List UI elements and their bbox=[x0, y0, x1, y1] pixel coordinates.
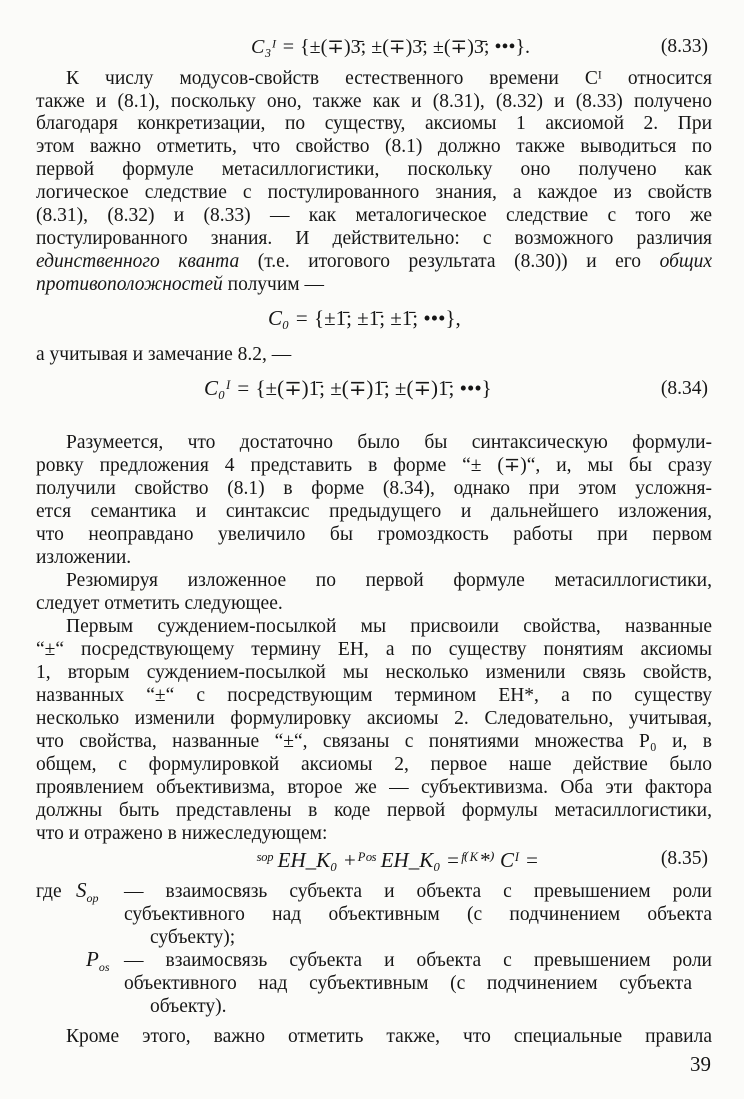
text-line: следует отметить следующее. bbox=[36, 593, 283, 614]
text-line: Резюмируя изложенное по первой формуле метасиллогистики, bbox=[66, 570, 712, 591]
text-line: общем, с формулировкой аксиомы 2, первое наше действие было bbox=[36, 754, 712, 775]
text-line: ется семантика и синтаксис предыдущего и дальнейшего изложения, bbox=[36, 501, 712, 522]
text-line: несколько изменили формулировку аксиомы 2. Следовательно, учитывая, bbox=[36, 708, 712, 729]
text-span: (т.е. итогового результата (8.30)) и его bbox=[239, 251, 660, 272]
emphasis: единственного кванта bbox=[36, 251, 240, 272]
text-line bbox=[36, 274, 712, 296]
definition-line: субъекту); bbox=[150, 927, 236, 948]
definition-line: — взаимосвязь субъекта и объекта с превышением роли bbox=[124, 950, 712, 971]
text-line bbox=[36, 251, 712, 273]
formula-8-33 bbox=[251, 34, 530, 59]
text-line: (8.31), (8.32) и (8.33) — как металогическое следствие с того же bbox=[36, 205, 712, 226]
text-line: а учитывая и замечание 8.2, — bbox=[36, 344, 292, 365]
emphasis: общих bbox=[659, 251, 713, 272]
definition-line: — взаимосвязь субъекта и объекта с превышением роли bbox=[124, 881, 712, 902]
symbol: S bbox=[76, 878, 87, 902]
symbol: P bbox=[86, 947, 99, 971]
symbol-subscript: op bbox=[86, 890, 99, 905]
formula-c0 bbox=[268, 306, 461, 331]
page-number: 39 bbox=[690, 1052, 711, 1076]
formula-body: {±1̄; ±1̄; ±1̄; •••}, bbox=[313, 306, 461, 330]
text-line: проявлением объективизма, второе же — субъективизма. Оба эти фактора bbox=[36, 777, 712, 798]
text-line: ровку предложения 4 представить в форме “± (∓)“, и, мы бы сразу bbox=[36, 455, 712, 476]
formula-lhs: C₃ᴵ = bbox=[251, 36, 296, 58]
text-line: логическое следствие с постулированного знания, а каждое из свойств bbox=[36, 182, 712, 203]
text-line: 1, вторым суждением-посылкой мы несколько изменили связь свойств, bbox=[36, 662, 712, 683]
symbol-pos bbox=[86, 948, 110, 978]
definition-line: субъективного над объективным (с подчинением объекта bbox=[124, 904, 712, 925]
formula-lhs: C₀ᴵ = bbox=[204, 376, 251, 400]
definition-line: объекту). bbox=[150, 996, 227, 1017]
where-label: где bbox=[36, 881, 62, 902]
text-line: благодаря конкретизации, по существу, аксиомы 1 аксиомой 2. При bbox=[36, 113, 712, 134]
formula-8-35: ˢᵒᵖ EH_K₀ +ᴾᵒˢ EH_K₀ =ᶠ⁽ᴷ*⁾ Cᴵ = bbox=[256, 848, 539, 872]
symbol-subscript: os bbox=[98, 959, 110, 974]
text-line: Кроме этого, важно отметить также, что специальные правила bbox=[66, 1026, 712, 1047]
equation-number: (8.35) bbox=[660, 848, 708, 869]
text-line: первой формуле метасиллогистики, поскольку оно получено как bbox=[36, 159, 712, 180]
text-line: постулированного знания. И действительно: с возможного различия bbox=[36, 228, 712, 249]
text-line: Первым суждением-посылкой мы присвоили свойства, названные bbox=[66, 616, 712, 637]
emphasis: противоположностей bbox=[36, 274, 223, 295]
text-line: что и отражено в нижеследующем: bbox=[36, 823, 328, 844]
text-line: изложении. bbox=[36, 547, 132, 568]
formula-body: {±(∓)3̄; ±(∓)3̄; ±(∓)3̄; •••}. bbox=[300, 36, 531, 58]
formula-lhs: C₀ = bbox=[268, 306, 309, 330]
text-span: получим — bbox=[222, 274, 325, 295]
text-line: Разумеется, что достаточно было бы синтаксическую формули- bbox=[66, 432, 712, 453]
text-line: “±“ посредствующему термину ЕН, а по существу понятиям аксиомы bbox=[36, 639, 712, 660]
definition-line: объективного над субъективным (с подчинением субъекта bbox=[124, 973, 692, 994]
text-line: получили свойство (8.1) в форме (8.34), однако при этом усложня- bbox=[36, 478, 712, 499]
text-line: К числу модусов-свойств естественного времени Cᴵ относится bbox=[66, 68, 712, 89]
text-line: что неоправдано увеличило бы громоздкость работы при первом bbox=[36, 524, 712, 545]
equation-number: (8.33) bbox=[660, 36, 708, 57]
formula-8-34 bbox=[204, 376, 492, 401]
text-line: этом важно отметить, что свойство (8.1) должно также выводиться по bbox=[36, 136, 712, 157]
formula-body: {±(∓)1̄; ±(∓)1̄; ±(∓)1̄; •••} bbox=[255, 376, 492, 400]
symbol-sop bbox=[76, 879, 99, 909]
equation-number: (8.34) bbox=[660, 378, 708, 399]
text-line: также и (8.1), поскольку оно, также как и (8.31), (8.32) и (8.33) получено bbox=[36, 91, 712, 112]
text-line: что свойства, названные “±“, связаны с понятиями множества P₀ и, в bbox=[36, 731, 712, 752]
text-line: названных “±“ с посредствующим термином ЕН*, а по существу bbox=[36, 685, 712, 706]
text-line: должны быть представлены в коде первой формулы метасиллогистики, bbox=[36, 800, 712, 821]
